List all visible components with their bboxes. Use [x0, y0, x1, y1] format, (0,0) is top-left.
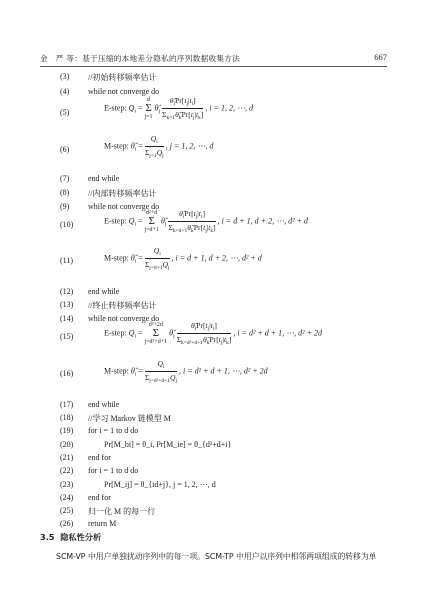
line-number: (18) [60, 413, 74, 422]
line-number: (16) [60, 369, 74, 378]
estep-equation-1: E-step: $Q_i = d$ Σ j=1 $\thetâ_j$ $\frac{\thetâ_iPr[t_j|t_i]}{\Sigma_{k=1}\thetâ_kPr[t_j|t_k]}$ , i = 1, 2, ⋯, d [104, 96, 254, 121]
line-number: (20) [60, 440, 74, 449]
line-number: (25) [60, 506, 74, 515]
line-number: (3) [60, 72, 70, 81]
mstep-label: M-step: [104, 141, 129, 151]
estep-label: E-step: [104, 103, 127, 113]
mstep-equation-3: M-step: $\thetâ_i$ = $\frac{Q_i}{\Sigma_{j=d^2+d+1}Q_j}$ , i = d² + d + 1, ⋯, d² + 2d [104, 359, 268, 384]
line-number: (6) [60, 145, 70, 154]
line-number: (22) [60, 466, 74, 475]
algo-line: end for [88, 493, 111, 502]
algo-line: while not converge do [88, 314, 160, 323]
header-rule [40, 66, 387, 67]
estep-label: E-step: [104, 328, 127, 338]
page-number: 667 [374, 52, 387, 62]
algo-comment: //初始转移频率估计 [88, 73, 157, 82]
algo-line: 归一化 M 的每一行 [88, 507, 156, 516]
algo-line: while not converge do [88, 202, 160, 211]
algo-line: Pr[M_bi] = θ_i, Pr[M_ie] = θ_{d²+d+i} [104, 440, 232, 449]
mstep-label: M-step: [104, 366, 129, 376]
section-heading [40, 532, 101, 543]
mstep-equation-1: M-step: $\thetâ_i$ = $\frac{Q_i}{\Sigma_{j=1}Q_j}$ , j = 1, 2, ⋯, d [104, 134, 214, 159]
line-number: (12) [60, 287, 74, 296]
section-number: 3.5 [40, 532, 55, 542]
line-number: (26) [60, 519, 74, 528]
line-number: (10) [60, 220, 74, 229]
line-number: (13) [60, 300, 74, 309]
body-paragraph: SCM-VP 中用户单独扰动序列中的每一项。SCM-TP 中用户以序列中相邻两项组成的转移为单 [56, 552, 377, 561]
line-number: (8) [60, 188, 70, 197]
algo-line: end while [88, 287, 120, 296]
algo-line: for i = 1 to d do [88, 466, 139, 475]
estep-equation-2: E-step: $Q_i = d^2+d$ Σ j=d+1 $\thetâ_j$ $\frac{\thetâ_iPr[t_j|t_i]}{\Sigma_{k=d+1}\thetâ_kPr[t_j|t_k]}$ , i = d + 1, d + 2, ⋯, d² + d [104, 209, 308, 234]
range-text: , i = d² + d + 1, ⋯, d² + 2d [233, 328, 322, 338]
algo-line: Pr[M_ij] = θ_{id+j}, j = 1, 2, ⋯, d [104, 480, 216, 489]
algo-comment: //学习 Markov 链模型 M [88, 414, 171, 423]
range-text: , i = d + 1, d + 2, ⋯, d² + d [217, 216, 308, 226]
algo-line: return M [88, 519, 117, 528]
algo-line: end while [88, 400, 120, 409]
estep-label: E-step: [104, 216, 127, 226]
algo-line: for i = 1 to d do [88, 426, 139, 435]
mstep-equation-2: M-step: $\thetâ_i$ = $\frac{Q_i}{\Sigma_{j=d+1}Q_j}$ , i = d + 1, d + 2, ⋯, d² + d [104, 246, 262, 271]
line-number: (21) [60, 453, 74, 462]
mstep-label: M-step: [104, 253, 129, 263]
line-number: (23) [60, 480, 74, 489]
range-text: , i = 1, 2, ⋯, d [205, 103, 254, 113]
line-number: (9) [60, 202, 70, 211]
algo-comment: //终止转移频率估计 [88, 301, 157, 310]
estep-equation-3: E-step: $Q_i = d^2+2d$ Σ j=d²+d+1 $\thetâ_j$ $\frac{\thetâ_iPr[t_j|t_i]}{\Sigma_{k=d^2+d+1}\thetâ_kPr[t_j|t_k]}$ , i = d² + d + 1, ⋯, d² + 2d [104, 321, 322, 346]
algo-line: end for [88, 453, 111, 462]
line-number: (4) [60, 87, 70, 96]
line-number: (19) [60, 426, 74, 435]
range-text: , i = d² + d + 1, ⋯, d² + 2d [179, 366, 268, 376]
line-number: (15) [60, 332, 74, 341]
running-header: 金 严 等：基于压缩的本地差分隐私的序列数据收集方法 [40, 54, 241, 63]
algo-comment: //内部转移频率估计 [88, 189, 157, 198]
line-number: (24) [60, 493, 74, 502]
range-text: , j = 1, 2, ⋯, d [165, 141, 214, 151]
range-text: , i = d + 1, d + 2, ⋯, d² + d [171, 253, 262, 263]
line-number: (5) [60, 108, 70, 117]
line-number: (11) [60, 256, 74, 265]
line-number: (14) [60, 314, 74, 323]
section-title: 隐私性分析 [60, 532, 102, 542]
algo-line: end while [88, 174, 120, 183]
algo-line: while not converge do [88, 87, 160, 96]
line-number: (17) [60, 400, 74, 409]
line-number: (7) [60, 174, 70, 183]
